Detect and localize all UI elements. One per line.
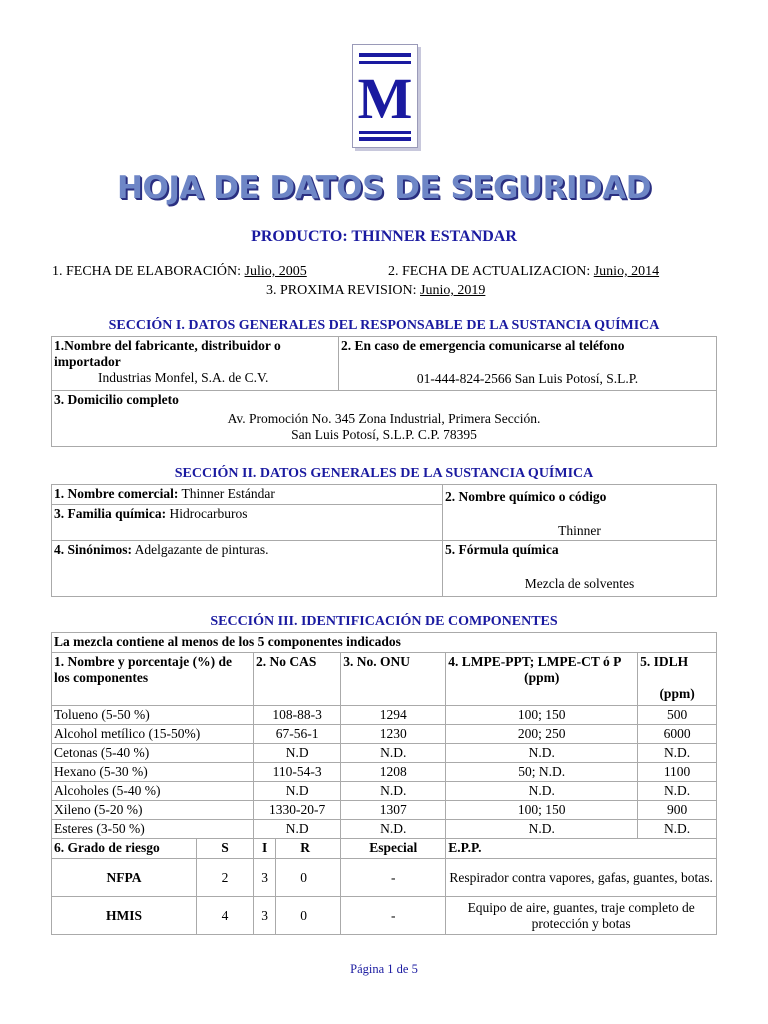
header-idlh-label: 5. IDLH: [640, 654, 689, 669]
header-nombre: 1. Nombre y porcentaje (%) de los componentes: [52, 653, 254, 706]
page-number: Página 1 de 5: [350, 962, 418, 976]
nombre-quimico-label: 2. Nombre químico o código: [445, 489, 607, 504]
section2-table: [51, 484, 717, 597]
component-onu: N.D.: [341, 744, 446, 763]
riesgo-r: 0: [276, 859, 341, 897]
component-cas: 67-56-1: [254, 725, 341, 744]
component-idlh: 500: [638, 706, 717, 725]
componentes-table: [51, 632, 717, 935]
header-idlh: [638, 653, 717, 706]
formula-label: 5. Fórmula química: [445, 542, 559, 557]
nombre-comercial-label: 1. Nombre comercial:: [54, 486, 179, 501]
component-cas: N.D: [254, 744, 341, 763]
familia-label: 3. Familia química:: [54, 506, 167, 521]
nombre-comercial-cell: [52, 485, 443, 505]
riesgo-s: 2: [197, 859, 254, 897]
domicilio-line1: Av. Promoción No. 345 Zona Industrial, Primera Sección.: [227, 411, 541, 426]
fecha-actualizacion: 2. FECHA DE ACTUALIZACION: Junio, 2014: [388, 264, 660, 279]
sinonimos-value: Adelgazante de pinturas.: [132, 542, 269, 557]
riesgo-especial: -: [341, 897, 446, 935]
product-name: PRODUCTO: THINNER ESTANDAR: [251, 228, 517, 245]
header-cas: 2. No CAS: [254, 653, 341, 706]
riesgo-header-s: S: [197, 839, 254, 859]
document-title: HOJA DE DATOS DE SEGURIDAD: [117, 170, 651, 206]
company-logo: [352, 44, 418, 148]
header-lmpe-label: 4. LMPE-PPT; LMPE-CT ó P: [448, 654, 622, 669]
riesgo-i: 3: [254, 897, 276, 935]
header-lmpe: [446, 653, 638, 706]
riesgo-especial: -: [341, 859, 446, 897]
fabricante-cell: [52, 337, 339, 391]
component-cas: 108-88-3: [254, 706, 341, 725]
component-onu: 1294: [341, 706, 446, 725]
component-row: [52, 706, 717, 725]
component-onu: N.D.: [341, 820, 446, 839]
emergencia-label: 2. En caso de emergencia comunicarse al teléfono: [341, 338, 625, 353]
component-row: [52, 744, 717, 763]
formula-value: Mezcla de solventes: [524, 576, 635, 591]
component-row: [52, 820, 717, 839]
component-name: Tolueno (5-50 %): [52, 706, 254, 725]
component-cas: 110-54-3: [254, 763, 341, 782]
component-lmpe: 200; 250: [446, 725, 638, 744]
component-cas: N.D: [254, 820, 341, 839]
component-name: Cetonas (5-40 %): [52, 744, 254, 763]
riesgo-row: [52, 897, 717, 935]
formula-cell: [443, 541, 717, 597]
emergencia-cell: [339, 337, 717, 391]
component-lmpe: N.D.: [446, 782, 638, 801]
riesgo-header-i: I: [254, 839, 276, 859]
emergencia-value: 01-444-824-2566 San Luis Potosí, S.L.P.: [416, 371, 639, 386]
component-idlh: N.D.: [638, 820, 717, 839]
componentes-intro: La mezcla contiene al menos de los 5 componentes indicados: [52, 633, 717, 653]
component-row: [52, 782, 717, 801]
component-lmpe: 50; N.D.: [446, 763, 638, 782]
component-lmpe: N.D.: [446, 820, 638, 839]
component-row: [52, 725, 717, 744]
component-lmpe: N.D.: [446, 744, 638, 763]
component-lmpe: 100; 150: [446, 706, 638, 725]
component-onu: 1208: [341, 763, 446, 782]
component-row: [52, 801, 717, 820]
section3-heading: SECCIÓN III. IDENTIFICACIÓN DE COMPONENTES: [210, 614, 558, 629]
component-idlh: N.D.: [638, 744, 717, 763]
riesgo-name: HMIS: [52, 897, 197, 935]
nombre-comercial-value: Thinner Estándar: [178, 486, 275, 501]
riesgo-row: [52, 859, 717, 897]
domicilio-line2: San Luis Potosí, S.L.P. C.P. 78395: [291, 427, 477, 442]
component-onu: 1230: [341, 725, 446, 744]
component-name: Xileno (5-20 %): [52, 801, 254, 820]
component-idlh: N.D.: [638, 782, 717, 801]
header-idlh-unit: (ppm): [659, 686, 695, 701]
riesgo-header-grado: 6. Grado de riesgo: [52, 839, 197, 859]
component-name: Alcoholes (5-40 %): [52, 782, 254, 801]
nombre-quimico-value: Thinner: [558, 523, 601, 538]
component-row: [52, 763, 717, 782]
riesgo-r: 0: [276, 897, 341, 935]
logo-letter: M: [357, 66, 413, 131]
riesgo-header-especial: Especial: [341, 839, 446, 859]
riesgo-name: NFPA: [52, 859, 197, 897]
riesgo-epp: Equipo de aire, guantes, traje completo de protección y botas: [446, 897, 717, 935]
domicilio-label: 3. Domicilio completo: [54, 392, 179, 407]
component-idlh: 6000: [638, 725, 717, 744]
component-name: Esteres (3-50 %): [52, 820, 254, 839]
familia-cell: [52, 505, 443, 541]
sinonimos-label: 4. Sinónimos:: [54, 542, 133, 557]
component-idlh: 1100: [638, 763, 717, 782]
riesgo-i: 3: [254, 859, 276, 897]
component-name: Hexano (5-30 %): [52, 763, 254, 782]
section2-heading: SECCIÓN II. DATOS GENERALES DE LA SUSTANCIA QUÍMICA: [174, 466, 594, 481]
component-cas: 1330-20-7: [254, 801, 341, 820]
header-onu: 3. No. ONU: [341, 653, 446, 706]
section1-table: [51, 336, 717, 447]
nombre-quimico-cell: [443, 485, 717, 541]
component-onu: 1307: [341, 801, 446, 820]
proxima-revision: 3. PROXIMA REVISION: Junio, 2019: [266, 283, 486, 298]
familia-value: Hidrocarburos: [166, 506, 248, 521]
section1-heading: SECCIÓN I. DATOS GENERALES DEL RESPONSABLE DE LA SUSTANCIA QUÍMICA: [108, 318, 660, 333]
riesgo-epp: Respirador contra vapores, gafas, guantes, botas.: [446, 859, 717, 897]
fabricante-value: Industrias Monfel, S.A. de C.V.: [98, 370, 269, 385]
riesgo-s: 4: [197, 897, 254, 935]
sinonimos-cell: [52, 541, 443, 597]
fecha-elaboracion: 1. FECHA DE ELABORACIÓN: Julio, 2005: [52, 264, 307, 279]
component-idlh: 900: [638, 801, 717, 820]
component-lmpe: 100; 150: [446, 801, 638, 820]
component-onu: N.D.: [341, 782, 446, 801]
component-name: Alcohol metílico (15-50%): [52, 725, 254, 744]
fabricante-label: 1.Nombre del fabricante, distribuidor o importador: [54, 338, 281, 369]
riesgo-header-r: R: [276, 839, 341, 859]
domicilio-cell: [52, 391, 717, 447]
header-lmpe-unit: (ppm): [524, 670, 560, 685]
component-cas: N.D: [254, 782, 341, 801]
riesgo-header-epp: E.P.P.: [446, 839, 717, 859]
